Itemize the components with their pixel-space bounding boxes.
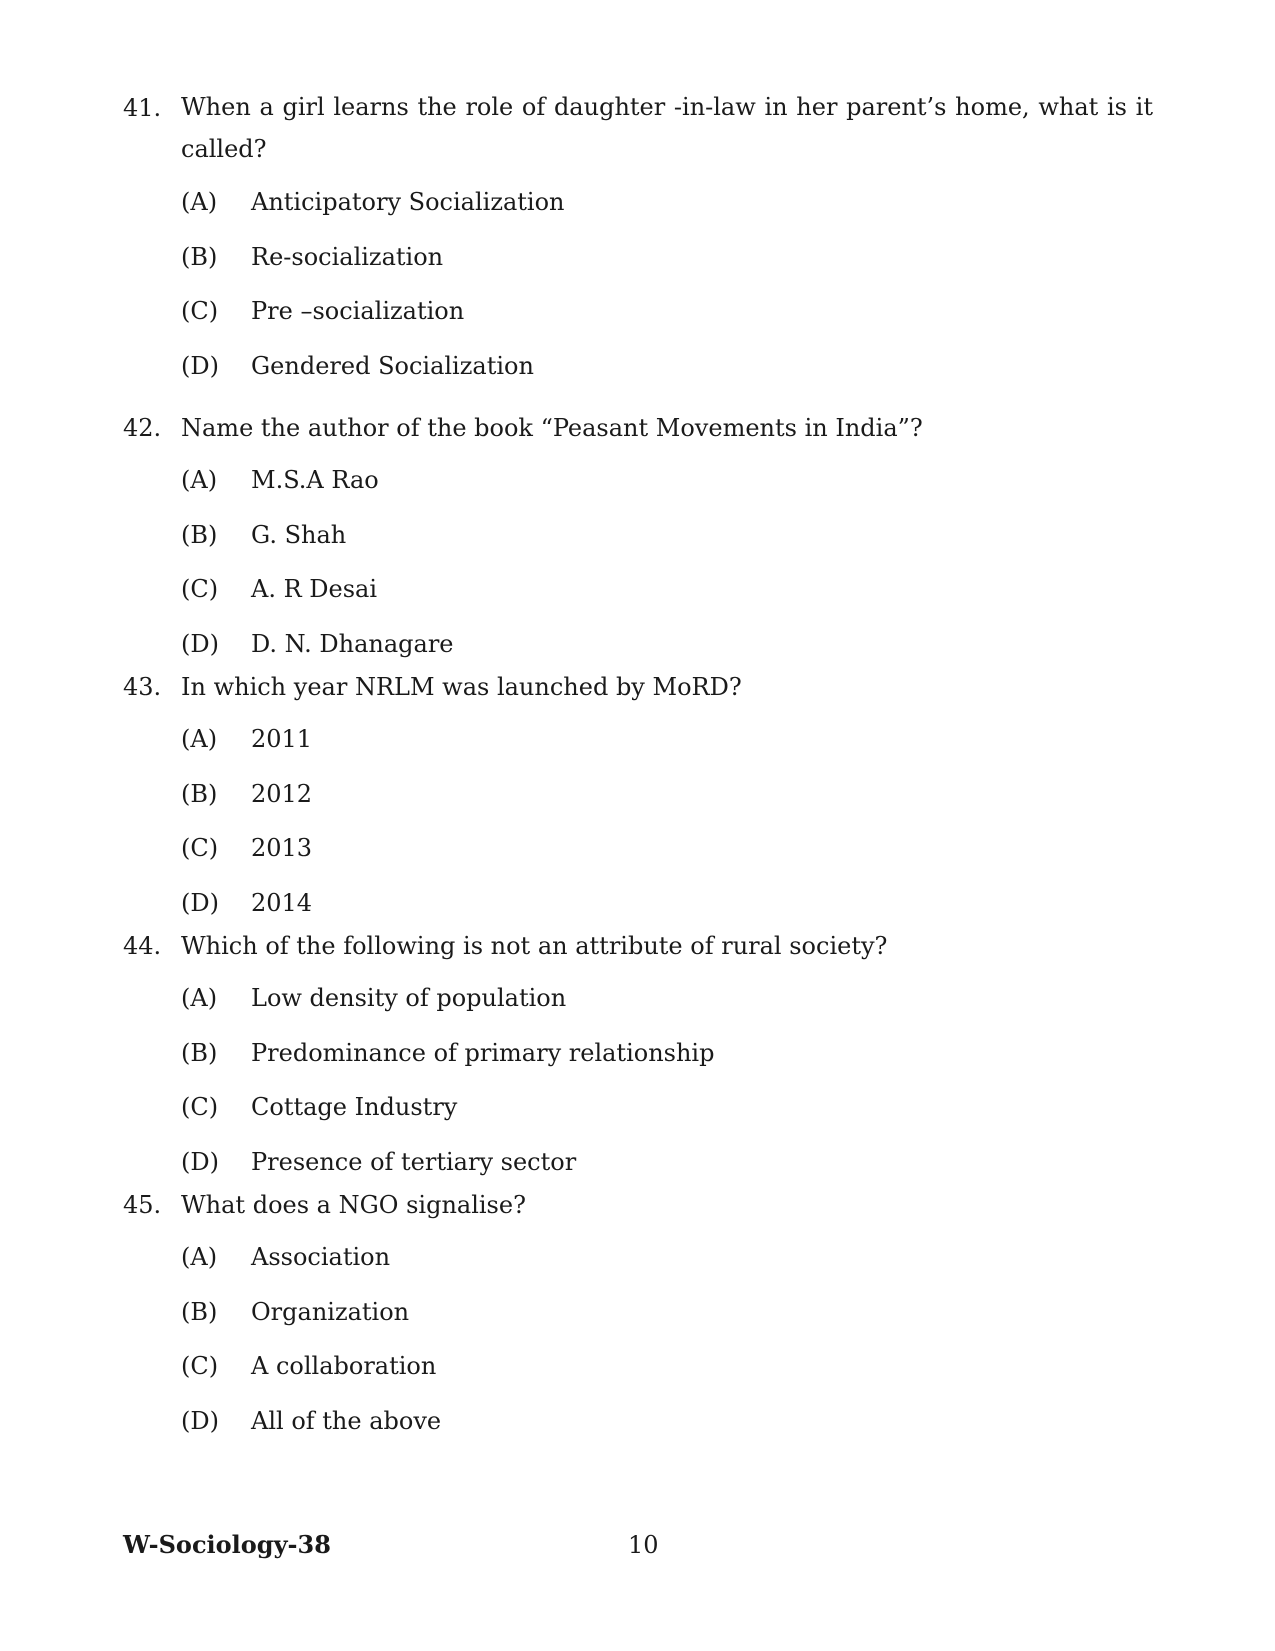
question-45 [123,1183,1153,1453]
option-text: Re-socialization [251,242,444,271]
option-text: All of the above [251,1406,442,1435]
option-a [181,458,1153,513]
option-c [181,1344,1153,1399]
question-number: 45. [123,1191,162,1219]
option-a [181,717,1153,772]
option-label: (B) [181,520,218,549]
option-label: (C) [181,297,219,325]
option-label: (C) [181,575,219,603]
option-label: (D) [181,1406,219,1435]
option-label: (A) [181,984,218,1012]
options-list [181,976,1153,1194]
option-label: (B) [181,1038,218,1067]
question-text: What does a NGO signalise? [181,1191,526,1219]
option-text: D. N. Dhanagare [251,629,454,658]
option-text: A collaboration [251,1352,437,1380]
question-stem [123,924,1153,968]
option-c [181,289,1153,344]
option-label: (D) [181,629,219,658]
option-label: (D) [181,1147,219,1176]
option-b [181,513,1153,568]
option-c [181,567,1153,622]
option-text: Organization [251,1297,410,1326]
question-number: 42. [123,414,162,442]
option-text: 2013 [251,834,313,862]
option-text: Low density of population [251,984,567,1012]
question-stem [123,86,1153,170]
option-label: (B) [181,1297,218,1326]
options-list [181,717,1153,935]
options-list [181,1235,1153,1453]
option-text: 2011 [251,725,313,753]
option-c [181,826,1153,881]
option-text: 2014 [251,888,313,917]
question-41 [123,86,1153,398]
option-text: Association [251,1243,391,1271]
question-42 [123,406,1153,676]
option-text: Pre –socialization [251,297,465,325]
options-list [181,180,1153,398]
option-text: A. R Desai [251,575,378,603]
option-label: (A) [181,1243,218,1271]
question-text: Which of the following is not an attribute of rural society? [181,932,888,960]
option-label: (A) [181,188,218,216]
option-b [181,235,1153,290]
option-label: (C) [181,834,219,862]
options-list [181,458,1153,676]
question-stem [123,1183,1153,1227]
option-label: (A) [181,466,218,494]
option-a [181,180,1153,235]
question-number: 44. [123,932,162,960]
option-label: (B) [181,779,218,808]
question-stem [123,665,1153,709]
question-text: When a girl learns the role of daughter -in-law in her parent’s home, what is it called? [181,93,1153,163]
question-text: Name the author of the book “Peasant Movements in India”? [181,414,923,442]
option-text: Anticipatory Socialization [251,188,565,216]
question-text: In which year NRLM was launched by MoRD? [181,673,742,701]
option-text: M.S.A Rao [251,466,379,494]
option-b [181,1290,1153,1345]
option-b [181,772,1153,827]
option-label: (D) [181,888,219,917]
option-text: Cottage Industry [251,1093,458,1121]
option-text: Gendered Socialization [251,351,534,380]
option-c [181,1085,1153,1140]
option-a [181,976,1153,1031]
question-44 [123,924,1153,1194]
question-number: 43. [123,673,162,701]
question-stem [123,406,1153,450]
question-number: 41. [123,94,162,122]
page-number: 10 [628,1531,659,1559]
option-b [181,1031,1153,1086]
option-text: Predominance of primary relationship [251,1038,715,1067]
option-text: G. Shah [251,520,347,549]
option-text: 2012 [251,779,313,808]
option-d [181,1399,1153,1454]
option-label: (C) [181,1352,219,1380]
option-label: (C) [181,1093,219,1121]
option-label: (B) [181,242,218,271]
option-label: (D) [181,351,219,380]
option-label: (A) [181,725,218,753]
option-d [181,344,1153,399]
paper-code: W-Sociology-38 [123,1530,331,1559]
option-a [181,1235,1153,1290]
question-43 [123,665,1153,935]
option-text: Presence of tertiary sector [251,1147,577,1176]
